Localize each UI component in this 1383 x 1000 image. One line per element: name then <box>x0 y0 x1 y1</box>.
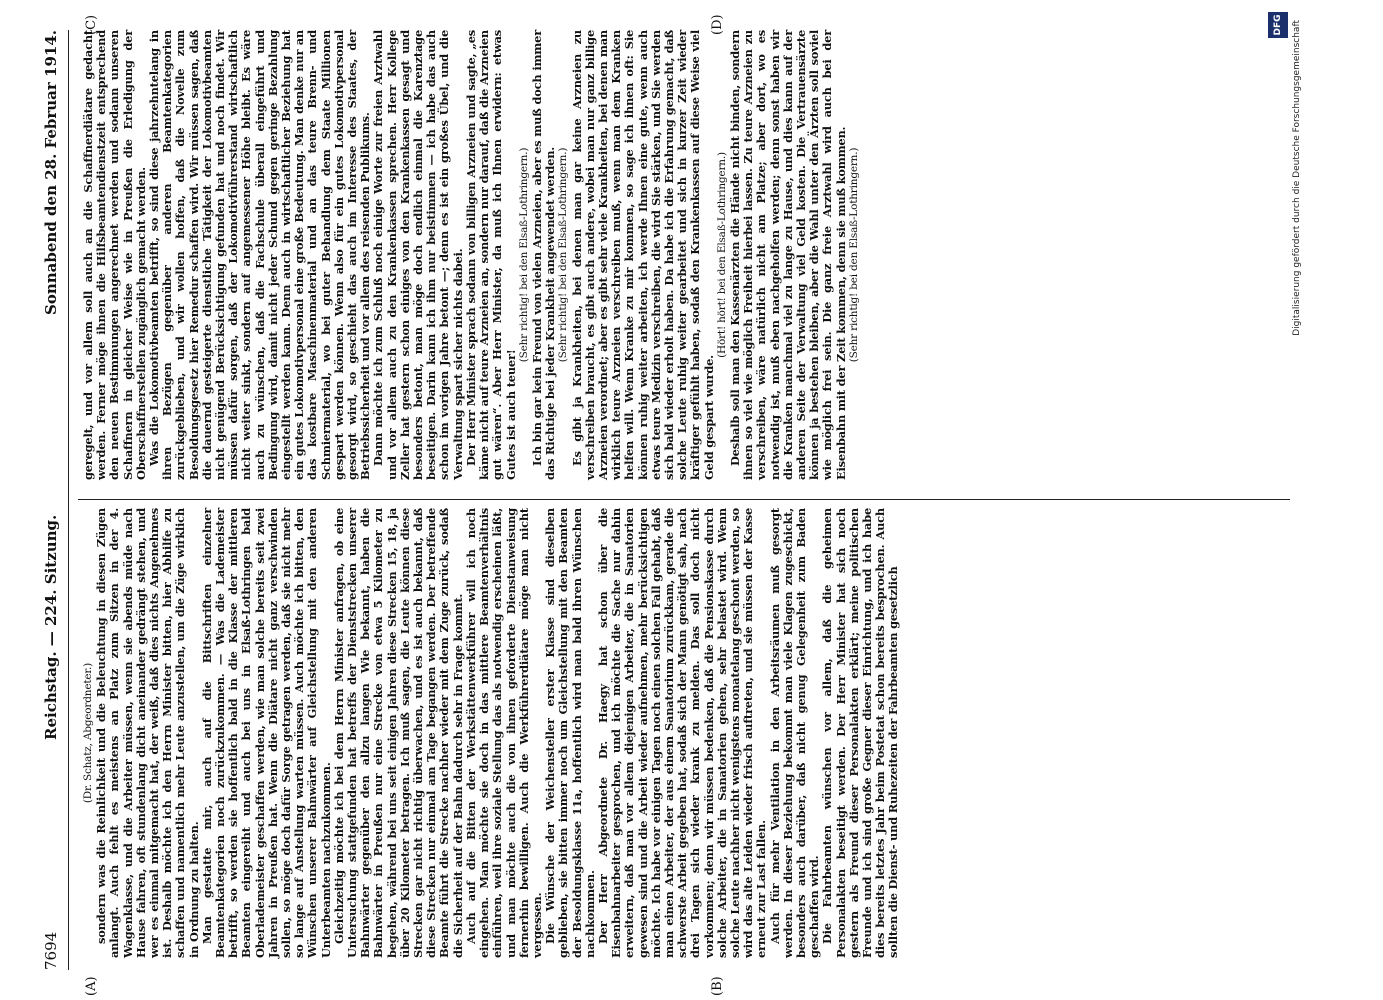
column-divider <box>78 499 1290 500</box>
paragraph: Was die Lokomotivbeamten betrifft, so sind diese jahrzehntelang in ihren Bezügen gegenüber anderen Beamtenkategorien zurückgeblieben, und wir wollen hoffen, daß die Novelle zum Besoldungsgesetz hier Remedur schaffen wird. Wir müssen sagen, daß die dauernd gesteigerte dienstliche Tätigkeit der Lokomotivbeamten nicht genügend Berücksichtigung gefunden hat und noch findet. Wir müssen dafür sorgen, daß der Lokomotivführerstand wirtschaftlich nicht weiter sinkt, sondern auf angemessener Höhe bleibt. Es wäre auch zu wünschen, daß die Fachschule überall eingeführt und Bedingung wird, damit nicht jeder Schund gegen geringe Bezahlung eingestellt werden kann. Denn auch in wirtschaftlicher Beziehung hat ein gutes Lokomotivpersonal eine große Bedeutung. Man denke nur an das kostbare Maschinenmaterial und an das teure Brenn- und Schmiermaterial, wo bei guter Behandlung dem Staate Millionen gespart werden können. Wenn also für ein gutes Lokomotivpersonal gesorgt wird, so geschieht das auch im Interesse des Staates, der Betriebssicherheit und vor allem des reisenden Publikums. <box>147 30 373 480</box>
paragraph: Auch für mehr Ventilation in den Arbeitsräumen muß gesorgt werden. In dieser Beziehung bekommt man viele Klagen zugeschickt, besonders auch darüber, daß nicht genug Gelegenheit zum Baden geschaffen wird. <box>767 508 822 958</box>
paragraph: Gleichzeitig möchte ich bei dem Herrn Minister anfragen, ob eine Untersuchung stattgefunden hat betreffs der Dienststrecken unserer Bahnwärter gegenüber den allzu langen Wie bekannt, haben die Bahnwärter in Preußen nur eine Strecke von etwa 5 Kilometer zu begehen, während bei uns seit einigen Jahren diese Strecken 15, 18, ja über 20 Kilometer betragen. Ich muß sagen, die Leute können diese Strecken gar nicht richtig überwachen, und es ist auch bekannt, daß diese Strecken nur einmal am Tage begangen werden. Der betreffende Beamte führt die Strecke nachher wieder mit dem Zuge zurück, sodaß die Sicherheit auf der Bahn dadurch sehr in Frage kommt. <box>331 508 465 958</box>
page-number: 7694 <box>42 931 60 970</box>
header-right-title: Sonnabend den 28. Februar 1914. <box>42 30 60 315</box>
interjection: (Sehr richtig! bei den Elsaß-Lothringern.) <box>517 147 530 363</box>
page-header <box>40 30 69 970</box>
digitization-note: Digitalisierung gefördert durch die Deutsche Forschungsgemeinschaft <box>1292 20 1302 336</box>
left-column <box>82 508 901 958</box>
paragraph: Man gestatte mir, auch auf die Bittschriften einzelner Beamtenkategorien noch zurückzukommen. — Was die Lademeister betrifft, so werden sie hoffentlich bald in die Klasse der mittleren Beamten eingereiht und auch bei uns in Elsaß-Lothringen bald Oberlademeister geschaffen werden, wie man solche bereits seit zwei Jahren in Preußen hat. Wenn die Diätare nicht ganz verschwinden sollen, so möge doch dafür Sorge getragen werden, daß sie nicht mehr so lange auf Anstellung warten müssen. Auch möchte ich bitten, den Wünschen unserer Bahnwärter auf Gleichstellung mit den anderen Unterbeamten nachzukommen. <box>199 508 333 958</box>
interjection: (Sehr richtig! bei den Elsaß-Lothringern.) <box>847 147 860 363</box>
paragraph: Der Herr Abgeordnete Dr. Haegy hat schon über die Eisenbahnarbeiter gesprochen, und ich möchte die Sache nur dahin erweitern, daß man vor allem diejenigen Arbeiter, die in Sanatorien gewesen sind und die Arbeit wieder aufnehmen, mehr berücksichtigen möchte. Ich habe vor einigen Tagen noch einen solchen Fall gehabt, daß man einen Arbeiter, der aus einem Sanatorium zurückkam, gerade die schwerste Arbeit gegeben hat, sodaß sich der Mann genötigt sah, nach drei Tagen sich wieder krank zu melden. Das soll doch nicht vorkommen; denn wir müssen bedenken, daß die Pensionskasse durch solche Arbeiter, die in Sanatorien gehen, sehr belastet wird. Wenn solche Leute nachher nicht wenigstens monatelang geschont werden, so wird das alte Leiden wieder frisch auftreten, und sie müssen der Kasse erneut zur Last fallen. <box>595 508 769 958</box>
paragraph: Dann möchte ich zum Schluß noch einige Worte zur freien Arztwahl und vor allem auch zu den Krankenkassen sprechen. Herr Kollege Zeller hat gestern schon einiges von den Krankenkassen gesagt und besonders betont, man möge doch endlich einmal die Karenztage beseitigen. Darin kann ich ihm nur beistimmen — ich habe das auch schon im vorigen Jahre betont —; denn es ist ein großes Übel, und die Verwaltung spart sicher nichts dabei. <box>371 30 465 480</box>
paragraph: Die Wünsche der Weichensteller erster Klasse sind dieselben geblieben, sie bitten immer noch um Gleichstellung mit den Beamten der Besoldungsklasse 11a, hoffentlich wird man bald ihren Wünschen nachkommen. <box>543 508 597 958</box>
paragraph: Der Herr Minister sprach sodann von billigen Arzneien und sagte, „es käme nicht auf teure Arzneien an, sondern nur darauf, daß die Arzneien gut wären“. Aber Herr Minister, da muß ich Ihnen erwidern: etwas Gutes ist auch teuer! <box>463 30 518 480</box>
speaker-note: (Dr. Schatz, Abgeordneter.) <box>82 662 94 804</box>
paragraph: Es gibt ja Krankheiten, bei denen man gar keine Arzneien zu verschreiben braucht, es gibt auch andere, wobei man nur ganz billige Arzneien verordnet; aber es gibt sehr viele Krankheiten, bei denen man wirklich teure Arzneien verschreiben muß, wenn man dem Kranken helfen will. Wenn Kranke zu mir kommen, so sage ich ihnen oft: Sie können ruhig weiter arbeiten, ich werde Ihnen eine gute, wenn auch etwas teure Medizin verschreiben, die wird Sie stärken, und Sie werden sich bald wieder erholt haben. Da habe ich die Erfahrung gemacht, daß solche Leute ruhig weiter gearbeitet und sich in kurzer Zeit wieder kräftiger gefühlt haben, sodaß den Krankenkassen auf diese Weise viel Geld gespart wurde. <box>569 30 716 480</box>
paragraph: geregelt, und vor allem soll auch an die Schaffnerdiätare gedacht werden. Ferner möge ihnen die Hilfsbeamtendienstzeit entsprechend den neuen Bestimmungen angerechnet werden und sodann unseren Schaffnern in gleicher Weise wie in Preußen die Erledigung der Oberschaffnerstellen zugänglich gemacht werden. <box>81 30 148 480</box>
paragraph: Ich bin gar kein Freund von vielen Arzneien, aber es muß doch immer das Richtige bei jeder Krankheit angewendet werden. <box>529 30 558 480</box>
dfg-logo: DFG <box>1268 12 1288 38</box>
header-left-title: Reichstag. — 224. Sitzung. <box>42 514 60 740</box>
right-column <box>82 30 861 480</box>
margin-marker-c: (C) <box>84 14 99 35</box>
margin-marker-a: (A) <box>84 976 99 996</box>
interjection: (Sehr richtig! bei den Elsaß-Lothringern.) <box>557 147 570 363</box>
interjection: (Hört! hört! bei den Elsaß-Lothringern.) <box>715 152 728 358</box>
margin-marker-b: (B) <box>710 976 725 996</box>
paragraph: Auch auf die Bitten der Werkstättenwerkführer will ich noch eingehen. Man möchte sie doch in das mittlere Beamtenverhältnis einführen, weil ihre soziale Stellung das als notwendig erscheinen läßt, und man möchte auch die von ihnen geforderte Dienstanweisung fernerhin bewilligen. Auch die Werkführerdiätare möge man nicht vergessen. <box>463 508 544 958</box>
paragraph: Die Fahrbeamten wünschen vor allem, daß die geheimen Personalakten beseitigt werden. Der Herr Minister hat sich noch gestern als Freund dieser Personalakten erklärt; meine politischen Freunde und ich sind große Gegner dieser Einrichtung, und ich habe dies bereits letztes Jahr beim Postetat schon bereits besprochen. Auch sollten die Dienst- und Ruhezeiten der Fahrbeamten gesetzlich <box>820 508 901 958</box>
paragraph: Deshalb soll man den Kassenärzten die Hände nicht binden, sondern ihnen so viel wie möglich Freiheit hierbei lassen. Zu teure Arzneien zu verschreiben, wäre natürlich nicht am Platze; aber dort, wo es notwendig ist, muß eben nachgeholfen werden; denn sonst haben wir die Kranken manchmal viel zu lange zu Hause, und dies kann auf der anderen Seite der Verwaltung viel Geld kosten. Die Vertrauensärzte können ja bestehen bleiben, aber die Wahl unter den Ärzten soll soviel wie möglich frei sein. Die ganz freie Arztwahl wird auch bei der Eisenbahn mit der Zeit kommen, denn sie muß kommen. <box>727 30 848 480</box>
paragraph: sondern was die Reinlichkeit und die Beleuchtung in diesen Zügen anlangt. Auch fehlt es meistens an Platz zum Sitzen in der 4. Wagenklasse, und die Arbeiter müssen, wenn sie abends müde nach Hause fahren, oft stundenlang dicht aneinander gedrängt stehen, und wer es einmal mitgemacht hat, der weiß, daß dies nichts Angenehmes ist. Deshalb möchte ich den Herrn Minister bitten, hier Abhilfe zu schaffen und namentlich mehr Leute anzustellen, um die Züge wirklich in Ordnung zu halten. <box>94 508 201 958</box>
margin-marker-d: (D) <box>710 14 725 35</box>
